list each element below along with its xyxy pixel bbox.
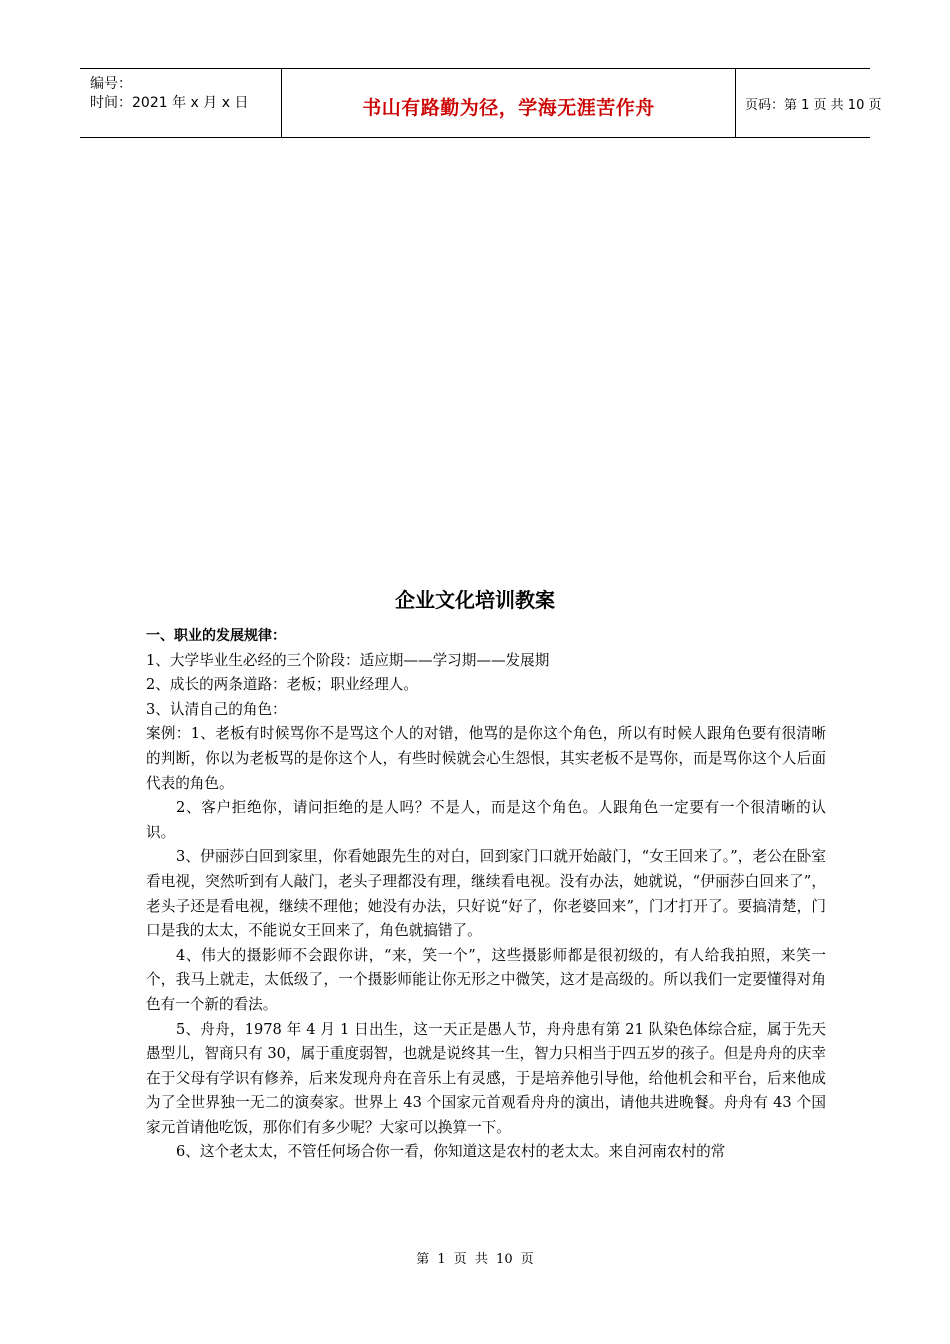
section-heading: 一、职业的发展规律：	[146, 628, 286, 644]
paragraph-case-5: 5、舟舟，1978 年 4 月 1 日出生，这一天正是愚人节，舟舟患有第 21 队染色体综合症，属于先天愚型儿，智商只有 30，属于重度弱智，也就是说终其一生，智力只相当于四五岁的孩子。但是舟舟的庆幸在于父母有学识有修养，后来发现舟舟在音乐上有灵感，于是培养他引导他，给他机会和平台，后来他成为了全世界独一无二的演奏家。世界上 43 个国家元首观看舟舟的演出，请他共进晚餐。舟舟有 43 个国家元首请他吃饭，那你们有多少呢？大家可以换算一下。	[146, 1020, 826, 1136]
paragraph-case-4: 4、伟大的摄影师不会跟你讲，“来，笑一个”，这些摄影师都是很初级的，有人给我拍照，来笑一个，我马上就走，太低级了，一个摄影师能让你无形之中微笑，这才是高级的。所以我们一定要懂得对角色有一个新的看法。	[146, 946, 826, 1013]
document-date: 时间：2021 年 x 月 x 日	[90, 95, 249, 111]
page-footer: 第 1 页 共 10 页	[416, 1252, 534, 1267]
paragraph-case-1: 案例：1、老板有时候骂你不是骂这个人的对错，他骂的是你这个角色，所以有时候人跟角色要有很清晰的判断，你以为老板骂的是你这个人，有些时候就会心生怨恨，其实老板不是骂你，而是骂你这个人后面代表的角色。	[146, 725, 826, 792]
paragraph-case-3: 3、伊丽莎白回到家里，你看她跟先生的对白，回到家门口就开始敲门，“女王回来了。”，老公在卧室看电视，突然听到有人敲门，老头子理都没有理，继续看电视。没有办法，她就说，“伊丽莎白回来了”，老头子还是看电视，继续不理他；她没有办法，只好说“好了，你老婆回来”，门才打开了。要搞清楚，门口是我的太太，不能说女王回来了，角色就搞错了。	[146, 848, 826, 940]
header-meta-cell	[80, 69, 281, 137]
document-body	[146, 624, 826, 1165]
paragraph-1: 1、大学毕业生必经的三个阶段：适应期——学习期——发展期	[146, 651, 550, 669]
header-page-cell	[735, 69, 882, 137]
paragraph-3: 3、认清自己的角色：	[146, 700, 287, 718]
header-motto: 书山有路勤为径，学海无涯苦作舟	[362, 97, 655, 119]
document-number-label: 编号：	[90, 76, 132, 92]
paragraph-case-2: 2、客户拒绝你，请问拒绝的是人吗？不是人，而是这个角色。人跟角色一定要有一个很清晰的认识。	[146, 799, 826, 841]
header-motto-cell	[281, 69, 736, 137]
paragraph-case-6: 6、这个老太太，不管任何场合你一看，你知道这是农村的老太太。来自河南农村的常	[176, 1143, 726, 1161]
paragraph-2: 2、成长的两条道路：老板；职业经理人。	[146, 676, 418, 694]
document-title: 企业文化培训教案	[395, 588, 555, 612]
document-header	[80, 68, 882, 138]
header-page-code: 页码：第 1 页 共 10 页	[745, 98, 882, 113]
